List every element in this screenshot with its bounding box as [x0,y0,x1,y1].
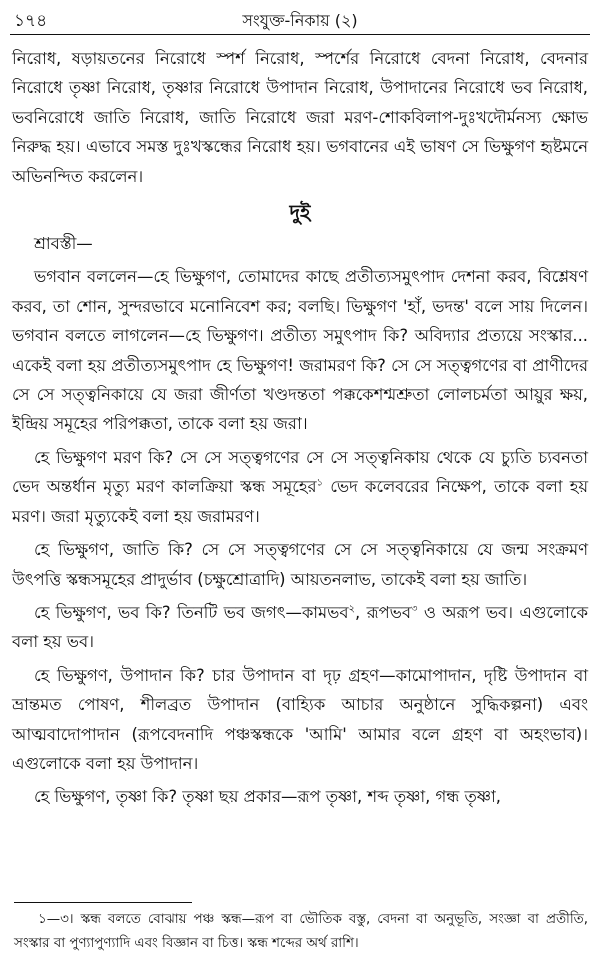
running-title: সংযুক্ত-নিকায় (২) [242,11,358,30]
paragraph-bhava-text-mid: , রূপভব [355,602,411,622]
paragraph-bhava-text-end: ও অরূপ ভব। এগুলোকে বলা হয় ভব। [12,602,588,652]
paragraph-bhava-text: হে ভিক্ষুগণ, ভব কি? তিনটি ভব জগৎ—কামভব [34,602,349,622]
continued-paragraph: নিরোধ, ষড়ায়তনের নিরোধে স্পর্শ নিরোধ, স্পর্শের নিরোধে বেদনা নিরোধ, বেদনার নিরোধে তৃষ্ণা নিরোধ, তৃষ্ণার নিরোধে উপাদান নিরোধ, উপাদানের নিরোধে ভব নিরোধ, ভবনিরোধে জাতি নিরোধ, জাতি নিরোধে জরা মরণ-শোকবিলাপ-দুঃখদৌর্মনস্য ক্ষোভ নিরুদ্ধ হয়। এভাবে সমস্ত দুঃখস্কন্ধের নিরোধ হয়। ভগবানের এই ভাষণ সে ভিক্ষুগণ হৃষ্টমনে অভিনন্দিত করলেন। [12,49,588,186]
footnote-ref-3[interactable]: ৩ [410,603,418,615]
body-text [12,44,588,816]
paragraph-marana [12,443,588,531]
footnotes [14,908,588,956]
footnote-ref-1[interactable]: ১ [316,477,323,489]
footnote-ref-2[interactable]: ২ [348,603,356,615]
paragraph-trishna: হে ভিক্ষুগণ, তৃষ্ণা কি? তৃষ্ণা ছয় প্রকার—রূপ তৃষ্ণা, শব্দ তৃষ্ণা, গন্ধ তৃষ্ণা, [34,787,501,807]
paragraph-marana-text-end: ভেদ কলেবরের নিক্ষেপ, তাকে বলা হয় মরণ। জরা মৃত্যুকেই বলা হয় জরামরণ। [12,477,589,526]
paragraph-bhava [12,598,588,657]
footnote-divider [14,902,192,903]
paragraph-pratityasamutpada: ভগবান বললেন—হে ভিক্ষুগণ, তোমাদের কাছে প্রতীত্যসমুৎপাদ দেশনা করব, বিশ্লেষণ করব, তা শোন, সুন্দরভাবে মনোনিবেশ কর; বলছি। ভিক্ষুগণ 'হাঁ, ভদন্ত' বলে সায় দিলেন। ভগবান বলতে লাগলেন—হে ভিক্ষুগণ। প্রতীত্য সমুৎপাদ কি? অবিদ্যার প্রত্যয়ে সংস্কার... একেই বলা হয় প্রতীত্যসমুৎপাদ হে ভিক্ষুগণ! জরামরণ কি? সে সে সত্ত্বগণের বা প্রাণীদের সে সে সত্ত্বনিকায়ে যে জরা জীর্ণতা খণ্ডদন্ততা পক্ককেশশ্মশ্রুতা লোলচর্মতা আয়ুর ক্ষয়, ইন্দ্রিয় সমূহের পরিপক্কতা, তাকে বলা হয় জরা। [12,267,588,434]
paragraph-marana-text: হে ভিক্ষুগণ মরণ কি? সে সে সত্ত্বগণের সে সে সত্ত্বনিকায় থেকে যে চ্যুতি চ্যবনতা ভেদ অন্তর্ধান মৃত্যু মরণ কালক্রিয়া স্কন্ধ সমূহের [12,447,588,497]
page-number: ১৭৪ [14,11,48,31]
footnote-1-3: ১—৩। স্কন্ধ বলতে বোঝায় পঞ্চ স্কন্ধ—রূপ বা ভৌতিক বস্তু, বেদনা বা অনুভূতি, সংজ্ঞা বা প্রতীতি, সংস্কার বা পুণ্যাপুণ্যাদি এবং বিজ্ঞান বা চিত্ত। স্কন্ধ শব্দের অর্থ রাশি। [14,912,588,951]
section-heading: দুই [289,200,311,225]
paragraph-jati: হে ভিক্ষুগণ, জাতি কি? সে সে সত্ত্বগণের সে সে সত্ত্বনিকায়ে যে জন্ম সংক্রমণ উৎপত্তি স্কন্ধসমূহের প্রাদুর্ভাব (চক্ষুশ্রোত্রাদি) আয়তনলাভ, তাকেই বলা হয় জাতি। [12,540,588,589]
page-header [10,4,590,35]
section-place: শ্রাবস্তী— [34,234,93,254]
paragraph-upadana: হে ভিক্ষুগণ, উপাদান কি? চার উপাদান বা দৃঢ় গ্রহণ—কামোপাদান, দৃষ্টি উপাদান বা ভ্রান্তমত পোষণ, শীলব্রত উপাদান (বাহ্যিক আচার অনুষ্ঠানে সুদ্ধিকল্পনা) এবং আত্মবাদোপাদান (রূপবেদনাদি পঞ্চস্কন্ধকে 'আমি' আমার বলে গ্রহণ বা অহংভাব)। এগুলোকে বলা হয় উপাদান। [12,665,588,773]
